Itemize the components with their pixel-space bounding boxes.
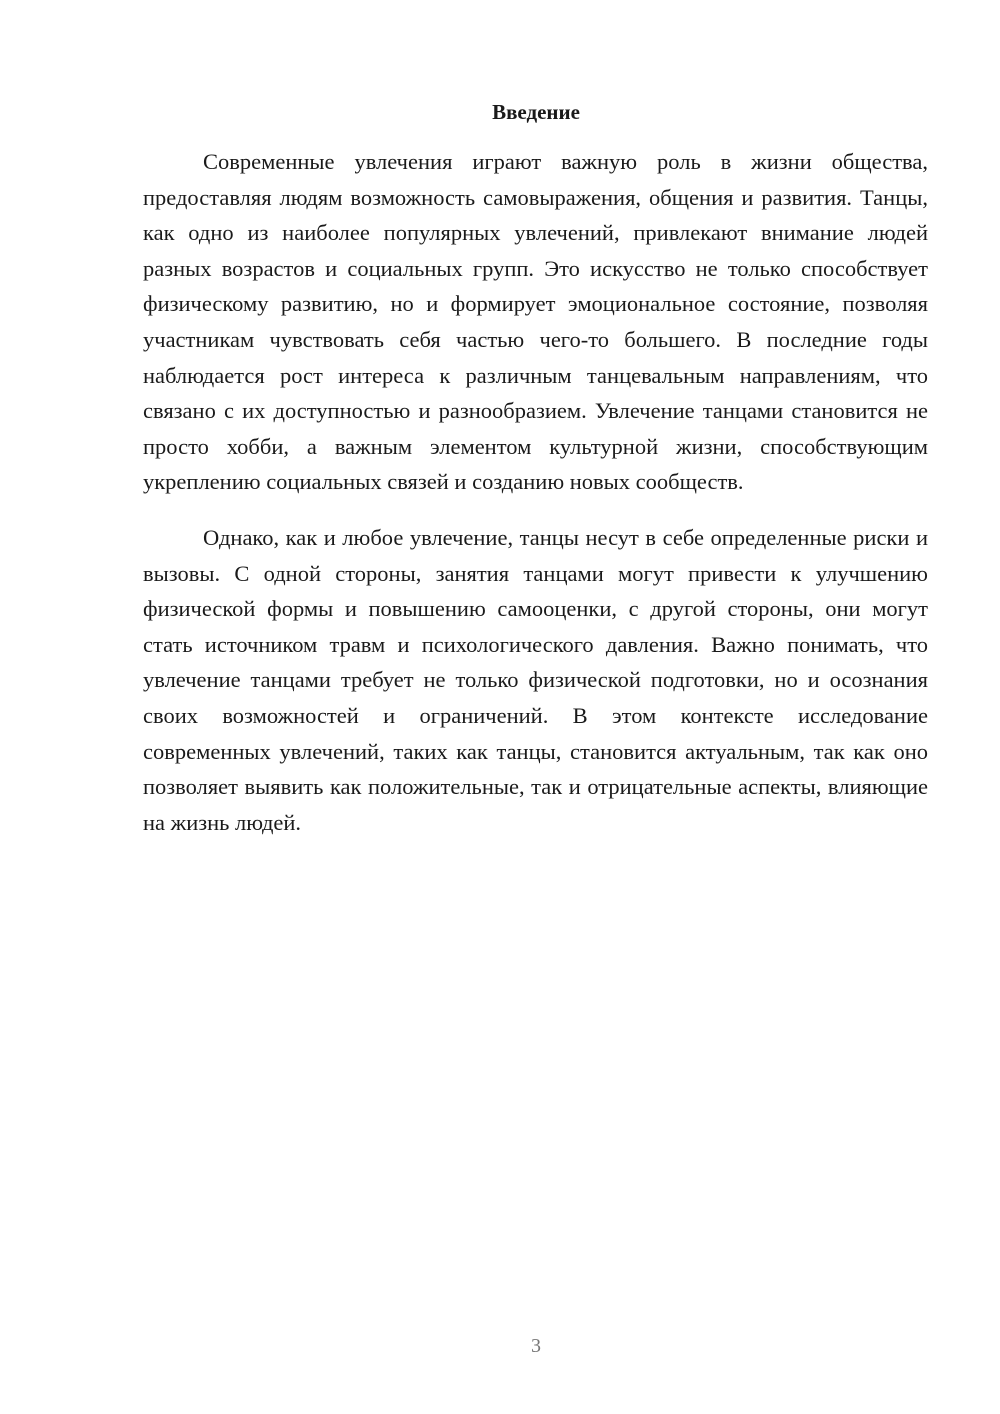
body-text [143,144,928,840]
page-number: 3 [531,1335,541,1357]
paragraph-1: Современные увлечения играют важную роль в жизни общества, предоставляя людям возможность самовыражения, общения и развития. Танцы, как одно из наиболее популярных увлечений, привлекают внимание людей разных возрастов и социальных групп. Это искусство не только способствует физическому развитию, но и формирует эмоциональное состояние, позволяя участникам чувствовать себя частью чего-то большего. В последние годы наблюдается рост интереса к различным танцевальным направлениям, что связано с их доступностью и разнообразием. Увлечение танцами становится не просто хобби, а важным элементом культурной жизни, способствующим укреплению социальных связей и созданию новых сообществ. [143,149,928,495]
section-title: Введение [492,100,580,124]
paragraph-2: Однако, как и любое увлечение, танцы несут в себе определенные риски и вызовы. С одной стороны, занятия танцами могут привести к улучшению физической формы и повышению самооценки, с другой стороны, они могут стать источником травм и психологического давления. Важно понимать, что увлечение танцами требует не только физической подготовки, но и осознания своих возможностей и ограничений. В этом контексте исследование современных увлечений, таких как танцы, становится актуальным, так как оно позволяет выявить как положительные, так и отрицательные аспекты, влияющие на жизнь людей. [143,524,928,835]
